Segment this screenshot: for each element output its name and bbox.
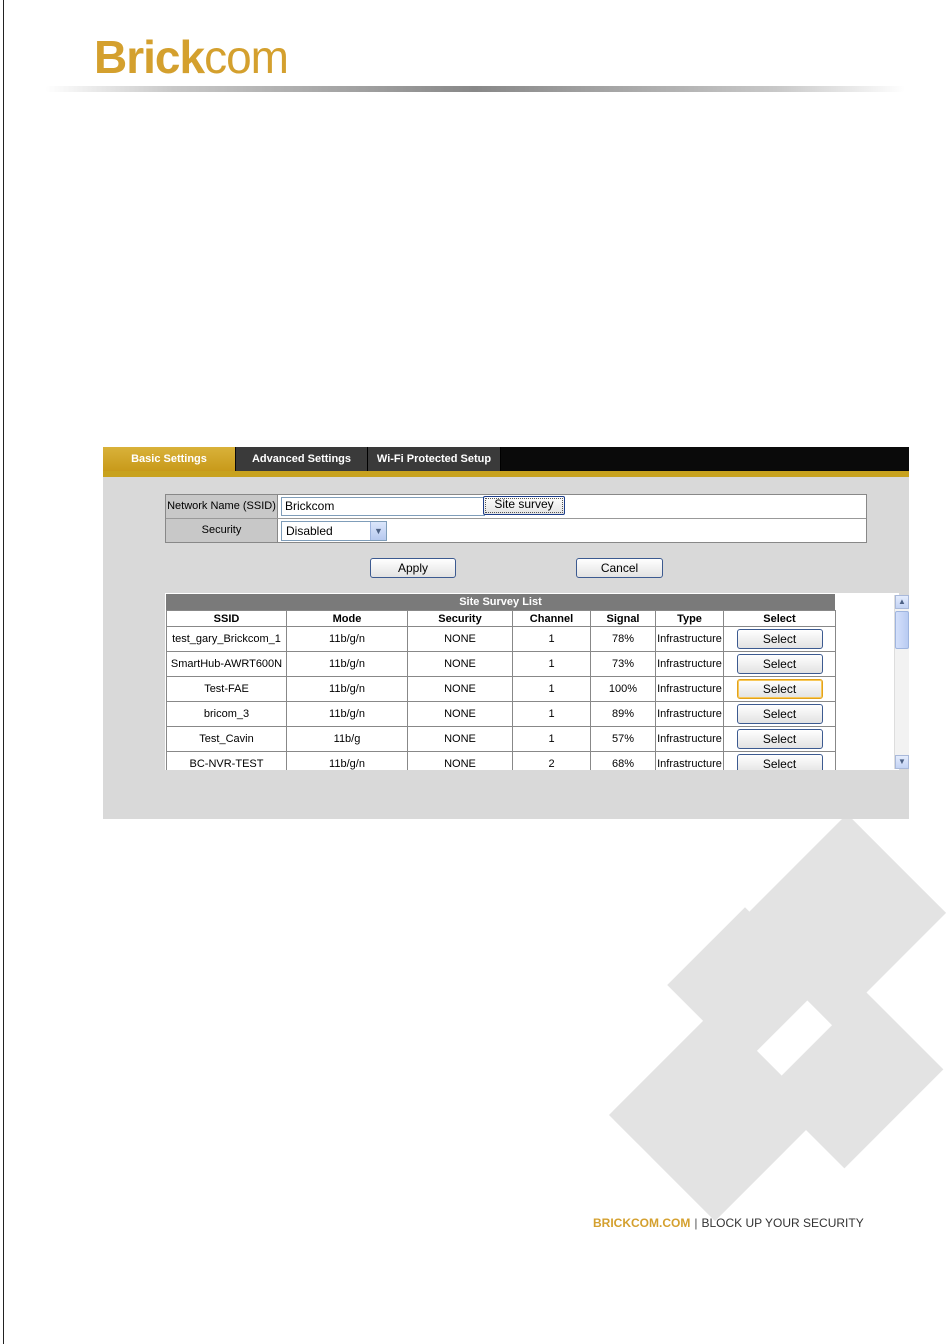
table-row (167, 627, 836, 652)
basic-settings-form (165, 494, 867, 543)
tab-basic-settings[interactable]: Basic Settings (103, 447, 235, 471)
footer-site: BRICKCOM.COM (593, 1216, 691, 1230)
cell-channel: 2 (513, 752, 591, 771)
watermark-block-4 (609, 1009, 821, 1221)
col-signal: Signal (591, 611, 656, 627)
chevron-down-icon[interactable]: ▼ (370, 522, 386, 540)
footer-tagline: BLOCK UP YOUR SECURITY (701, 1216, 864, 1230)
cell-ssid: bricom_3 (167, 702, 287, 727)
cancel-button[interactable]: Cancel (576, 558, 663, 578)
cell-channel: 1 (513, 627, 591, 652)
col-ssid: SSID (167, 611, 287, 627)
cell-type: Infrastructure (656, 652, 724, 677)
header-divider (45, 86, 905, 92)
cell-select (724, 677, 836, 702)
cell-select (724, 702, 836, 727)
security-row (166, 519, 866, 542)
select-button[interactable]: Select (737, 629, 823, 649)
cell-ssid: BC-NVR-TEST (167, 752, 287, 771)
scroll-up-icon[interactable]: ▲ (895, 595, 909, 609)
cell-type: Infrastructure (656, 627, 724, 652)
select-button[interactable]: Select (737, 654, 823, 674)
apply-button[interactable]: Apply (370, 558, 456, 578)
tab-underline (103, 471, 909, 477)
cell-type: Infrastructure (656, 752, 724, 771)
cell-signal: 68% (591, 752, 656, 771)
cell-channel: 1 (513, 702, 591, 727)
cell-channel: 1 (513, 652, 591, 677)
ssid-row (166, 495, 866, 519)
cell-type: Infrastructure (656, 677, 724, 702)
cell-select (724, 652, 836, 677)
cell-select (724, 627, 836, 652)
cell-ssid: SmartHub-AWRT600N (167, 652, 287, 677)
security-select[interactable] (281, 521, 387, 541)
cell-signal: 78% (591, 627, 656, 652)
cell-select (724, 752, 836, 771)
col-select: Select (724, 611, 836, 627)
survey-table (166, 610, 836, 770)
cell-ssid: Test_Cavin (167, 727, 287, 752)
cell-signal: 57% (591, 727, 656, 752)
col-security: Security (408, 611, 513, 627)
cell-security: NONE (408, 752, 513, 771)
cell-mode: 11b/g (287, 727, 408, 752)
ssid-label: Network Name (SSID) (166, 495, 278, 518)
footer (593, 1216, 864, 1230)
col-mode: Mode (287, 611, 408, 627)
cell-mode: 11b/g/n (287, 677, 408, 702)
cell-channel: 1 (513, 677, 591, 702)
cell-signal: 89% (591, 702, 656, 727)
cell-security: NONE (408, 727, 513, 752)
cell-mode: 11b/g/n (287, 702, 408, 727)
brickcom-logo (94, 30, 288, 84)
security-label: Security (166, 519, 278, 542)
cell-channel: 1 (513, 727, 591, 752)
cell-select (724, 727, 836, 752)
scroll-down-icon[interactable]: ▼ (895, 755, 909, 769)
tab-advanced-settings[interactable]: Advanced Settings (236, 447, 368, 471)
tab-wifi-protected-setup[interactable]: Wi-Fi Protected Setup (368, 447, 501, 471)
site-survey-button[interactable]: Site survey (483, 496, 565, 515)
site-survey-list (165, 593, 899, 770)
cell-security: NONE (408, 652, 513, 677)
table-row (167, 677, 836, 702)
col-type: Type (656, 611, 724, 627)
security-select-value: Disabled (286, 524, 333, 538)
page-left-rule (3, 0, 4, 1344)
table-row (167, 752, 836, 771)
scrollbar-thumb[interactable] (895, 611, 909, 649)
table-row (167, 652, 836, 677)
select-button[interactable]: Select (737, 754, 823, 770)
select-button[interactable]: Select (737, 729, 823, 749)
cell-type: Infrastructure (656, 727, 724, 752)
survey-scrollbar[interactable] (894, 595, 909, 769)
table-row (167, 702, 836, 727)
logo-light-text: com (204, 31, 288, 83)
ssid-input[interactable]: Brickcom (281, 497, 485, 516)
cell-mode: 11b/g/n (287, 752, 408, 771)
wireless-settings-panel (103, 447, 909, 819)
cell-signal: 100% (591, 677, 656, 702)
survey-list-title: Site Survey List (166, 594, 835, 610)
cell-ssid: Test-FAE (167, 677, 287, 702)
table-row (167, 727, 836, 752)
cell-security: NONE (408, 702, 513, 727)
col-channel: Channel (513, 611, 591, 627)
select-button[interactable]: Select (737, 704, 823, 724)
cell-type: Infrastructure (656, 702, 724, 727)
cell-ssid: test_gary_Brickcom_1 (167, 627, 287, 652)
cell-mode: 11b/g/n (287, 652, 408, 677)
footer-separator: | (694, 1216, 698, 1230)
select-button[interactable]: Select (737, 679, 823, 699)
cell-mode: 11b/g/n (287, 627, 408, 652)
cell-signal: 73% (591, 652, 656, 677)
cell-security: NONE (408, 677, 513, 702)
tab-bar (103, 447, 909, 471)
survey-header-row (167, 611, 836, 627)
logo-bold-text: Brick (94, 31, 205, 83)
cell-security: NONE (408, 627, 513, 652)
